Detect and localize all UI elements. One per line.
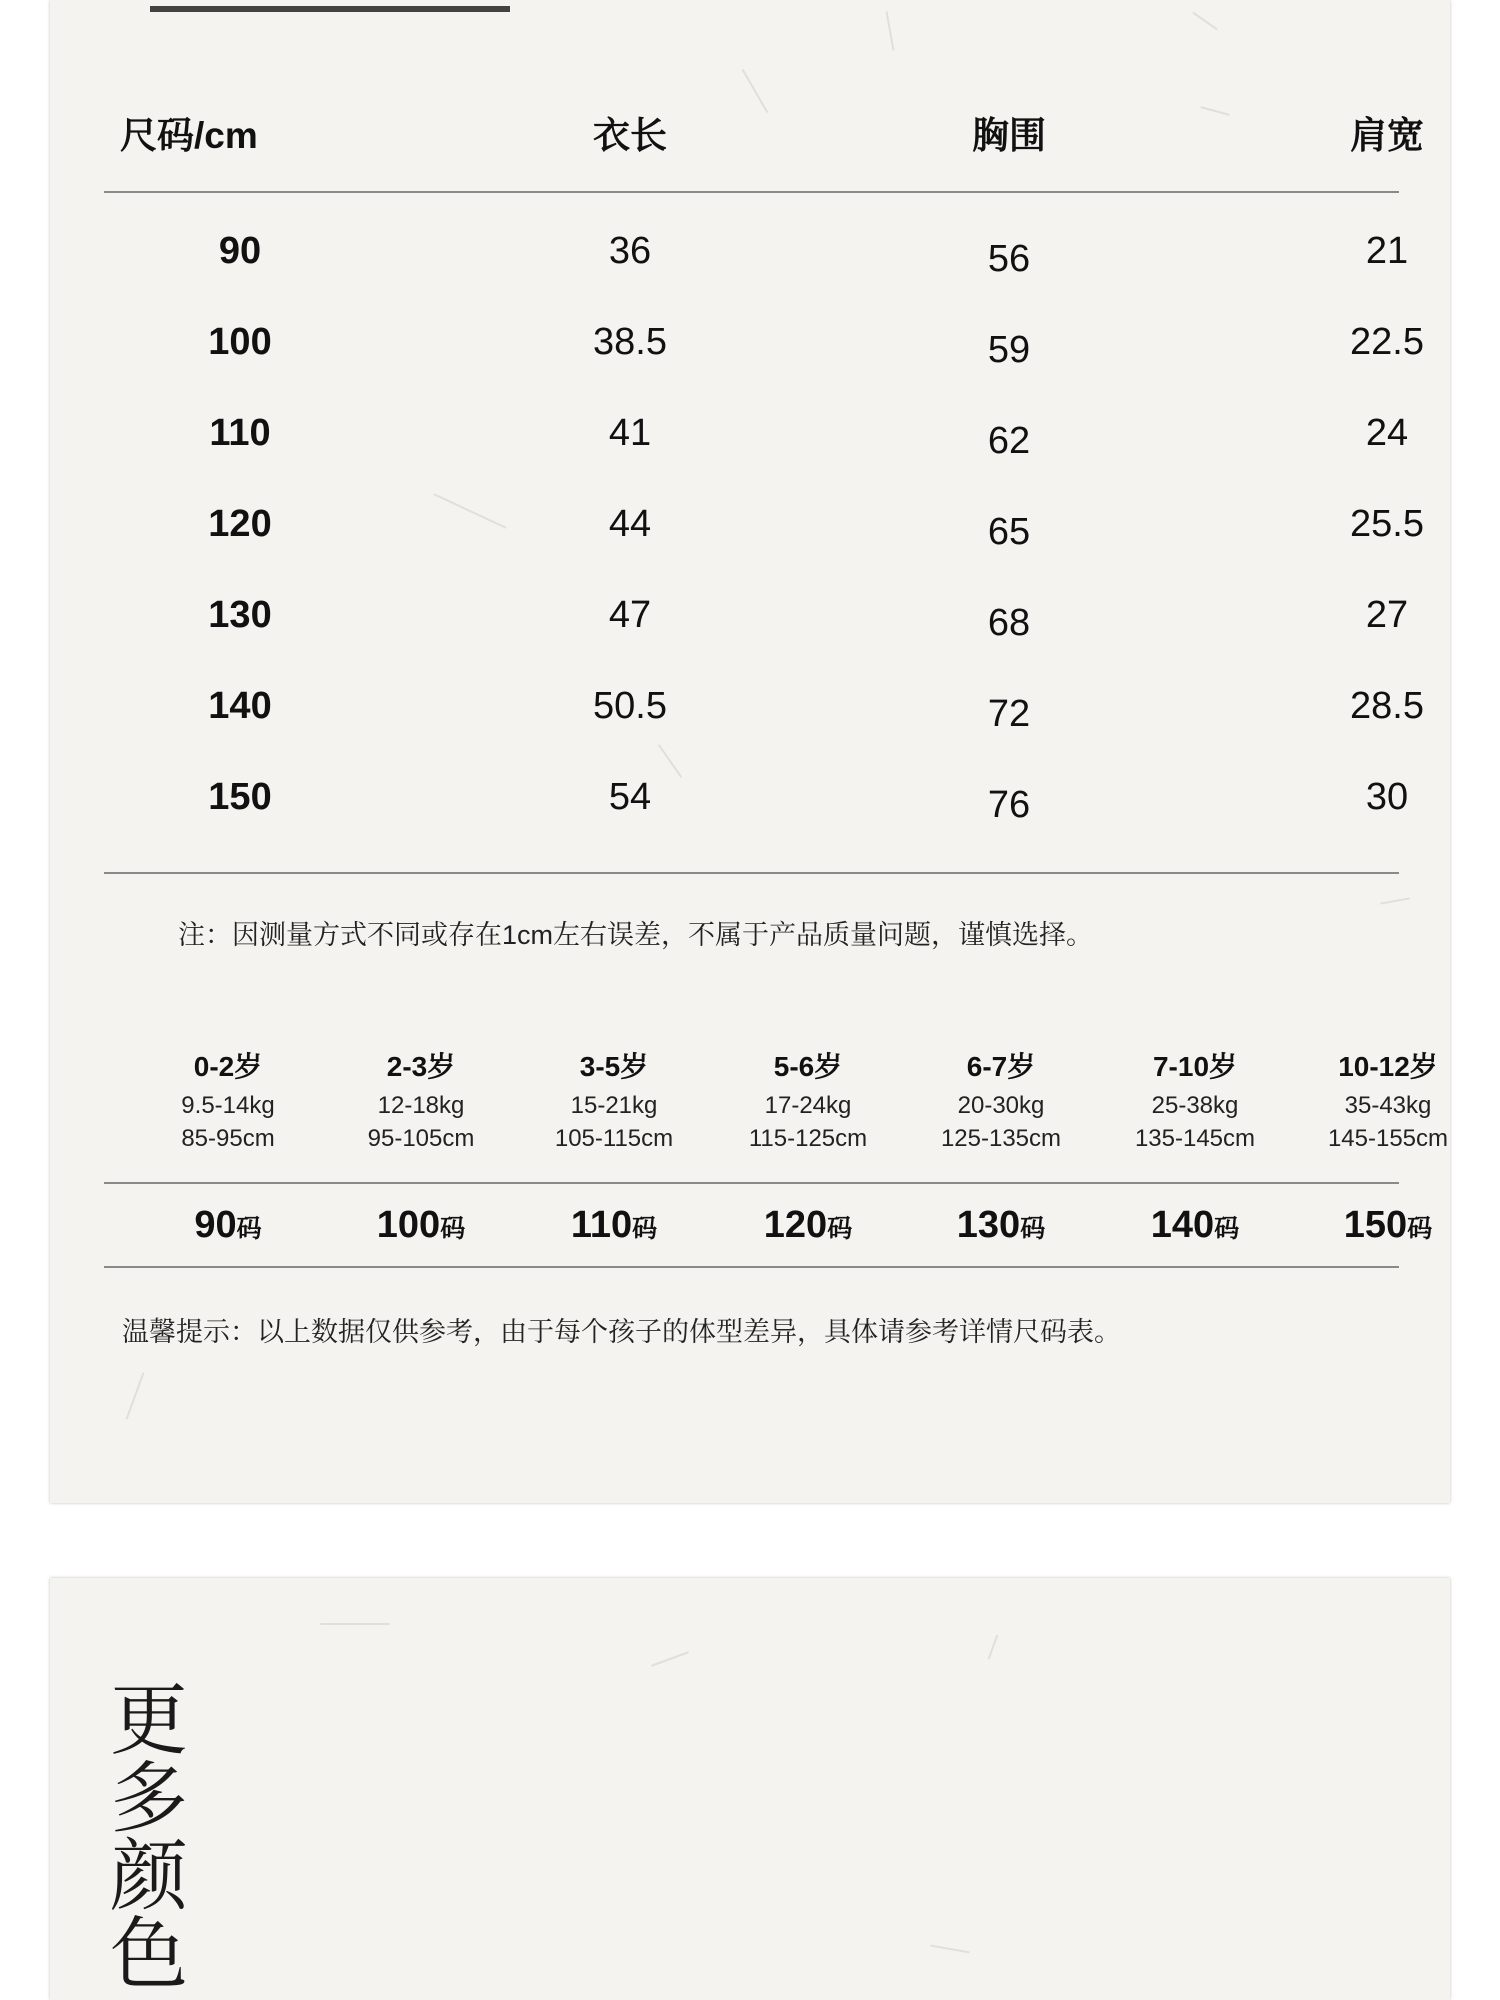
age-column xyxy=(1293,1045,1450,1155)
cell-length: 36 xyxy=(608,230,652,272)
table-row xyxy=(50,585,1450,645)
cell-length: 47 xyxy=(608,594,652,636)
table-row xyxy=(50,676,1450,736)
weight-range: 15-21kg xyxy=(570,1092,658,1119)
cell-shoulder: 21 xyxy=(1365,230,1409,272)
cell-size: 110 xyxy=(209,412,271,454)
size-code xyxy=(713,1195,903,1255)
cell-chest-wrap xyxy=(879,767,1139,827)
cell-shoulder: 22.5 xyxy=(1350,321,1424,363)
age-column xyxy=(713,1045,903,1155)
size-code-unit: 码 xyxy=(1407,1215,1433,1243)
paper-fiber xyxy=(1192,12,1218,31)
size-code xyxy=(1100,1195,1290,1255)
size-code xyxy=(1293,1195,1450,1255)
cell-chest: 65 xyxy=(987,511,1031,553)
age-column xyxy=(133,1045,323,1155)
cell-chest: 56 xyxy=(987,238,1031,280)
size-code-unit: 码 xyxy=(236,1215,262,1243)
section-title-cropped xyxy=(150,0,510,12)
size-code-number: 140 xyxy=(1150,1204,1215,1246)
age-range: 5-6岁 xyxy=(773,1051,843,1082)
weight-range: 9.5-14kg xyxy=(181,1092,275,1119)
size-code-unit: 码 xyxy=(1214,1215,1240,1243)
measurement-note: 注：因测量方式不同或存在1cm左右误差，不属于产品质量问题，谨慎选择。 xyxy=(178,920,1094,950)
cell-chest: 72 xyxy=(987,693,1031,735)
age-chart-divider xyxy=(104,1182,1399,1184)
header-length: 衣长 xyxy=(593,115,667,156)
more-colors-panel xyxy=(50,1578,1450,2000)
paper-fiber xyxy=(126,1372,145,1420)
age-range: 10-12岁 xyxy=(1338,1051,1438,1082)
cell-size: 100 xyxy=(208,321,272,363)
cell-shoulder: 25.5 xyxy=(1350,503,1424,545)
age-range: 2-3岁 xyxy=(386,1051,456,1082)
size-code-unit: 码 xyxy=(827,1215,853,1243)
cell-chest: 59 xyxy=(987,329,1031,371)
size-code-number: 90 xyxy=(194,1204,237,1246)
height-range: 85-95cm xyxy=(181,1125,275,1152)
age-column xyxy=(1100,1045,1290,1155)
age-column xyxy=(326,1045,516,1155)
cell-size: 120 xyxy=(208,503,272,545)
cell-length: 50.5 xyxy=(593,685,667,727)
weight-range: 20-30kg xyxy=(957,1092,1045,1119)
weight-range: 12-18kg xyxy=(377,1092,465,1119)
cell-shoulder: 30 xyxy=(1365,776,1409,818)
age-chart-divider xyxy=(104,1266,1399,1268)
height-range: 125-135cm xyxy=(940,1125,1062,1152)
cell-chest-wrap xyxy=(879,494,1139,554)
size-code-number: 150 xyxy=(1343,1204,1408,1246)
size-code-number: 100 xyxy=(376,1204,441,1246)
cell-length: 54 xyxy=(608,776,652,818)
cell-size: 90 xyxy=(218,230,262,272)
table-row xyxy=(50,494,1450,554)
cell-chest-wrap xyxy=(879,585,1139,645)
age-column xyxy=(906,1045,1096,1155)
age-range: 3-5岁 xyxy=(579,1051,649,1082)
cell-chest: 76 xyxy=(987,784,1031,826)
cell-size: 140 xyxy=(208,685,272,727)
paper-fiber xyxy=(988,1634,999,1659)
paper-fiber xyxy=(1380,897,1410,904)
size-code xyxy=(326,1195,516,1255)
weight-range: 25-38kg xyxy=(1151,1092,1239,1119)
header-chest: 胸围 xyxy=(972,115,1046,156)
table-row xyxy=(50,221,1450,281)
cell-size: 130 xyxy=(208,594,272,636)
cell-length: 41 xyxy=(608,412,652,454)
cell-chest-wrap xyxy=(879,676,1139,736)
cell-shoulder: 24 xyxy=(1365,412,1409,454)
height-range: 145-155cm xyxy=(1327,1125,1449,1152)
weight-range: 17-24kg xyxy=(764,1092,852,1119)
header-shoulder: 肩宽 xyxy=(1350,115,1424,156)
table-row xyxy=(50,403,1450,463)
size-code-unit: 码 xyxy=(632,1215,658,1243)
size-chart-panel xyxy=(50,0,1450,1503)
cell-length: 38.5 xyxy=(593,321,667,363)
age-column xyxy=(519,1045,709,1155)
paper-fiber xyxy=(651,1651,689,1667)
size-code-unit: 码 xyxy=(1020,1215,1046,1243)
height-range: 115-125cm xyxy=(748,1125,868,1152)
more-colors-title: 更多颜色 xyxy=(110,1676,189,2000)
height-range: 135-145cm xyxy=(1134,1125,1256,1152)
paper-fiber xyxy=(320,1623,390,1625)
reference-tip: 温馨提示：以上数据仅供参考，由于每个孩子的体型差异，具体请参考详情尺码表。 xyxy=(122,1317,1121,1347)
cell-length: 44 xyxy=(608,503,652,545)
cell-chest-wrap xyxy=(879,312,1139,372)
age-range: 0-2岁 xyxy=(193,1051,263,1082)
size-code-number: 130 xyxy=(956,1204,1021,1246)
size-code xyxy=(133,1195,323,1255)
size-code-unit: 码 xyxy=(440,1215,466,1243)
cell-chest-wrap xyxy=(879,403,1139,463)
size-code xyxy=(519,1195,709,1255)
height-range: 105-115cm xyxy=(554,1125,674,1152)
cell-shoulder: 27 xyxy=(1365,594,1409,636)
cell-size: 150 xyxy=(208,776,272,818)
table-divider xyxy=(104,191,1399,193)
cell-chest: 68 xyxy=(987,602,1031,644)
size-code-number: 110 xyxy=(570,1204,633,1246)
weight-range: 35-43kg xyxy=(1344,1092,1432,1119)
table-row xyxy=(50,767,1450,827)
header-size: 尺码/cm xyxy=(120,115,258,156)
table-divider xyxy=(104,872,1399,874)
size-code xyxy=(906,1195,1096,1255)
size-table-header xyxy=(50,106,1450,166)
table-row xyxy=(50,312,1450,372)
cell-chest-wrap xyxy=(879,221,1139,281)
cell-shoulder: 28.5 xyxy=(1350,685,1424,727)
cell-chest: 62 xyxy=(987,420,1031,462)
age-range: 6-7岁 xyxy=(966,1051,1036,1082)
age-range: 7-10岁 xyxy=(1152,1051,1238,1082)
paper-fiber xyxy=(886,11,895,51)
paper-fiber xyxy=(930,1945,970,1954)
height-range: 95-105cm xyxy=(367,1125,475,1152)
size-code-number: 120 xyxy=(763,1204,828,1246)
